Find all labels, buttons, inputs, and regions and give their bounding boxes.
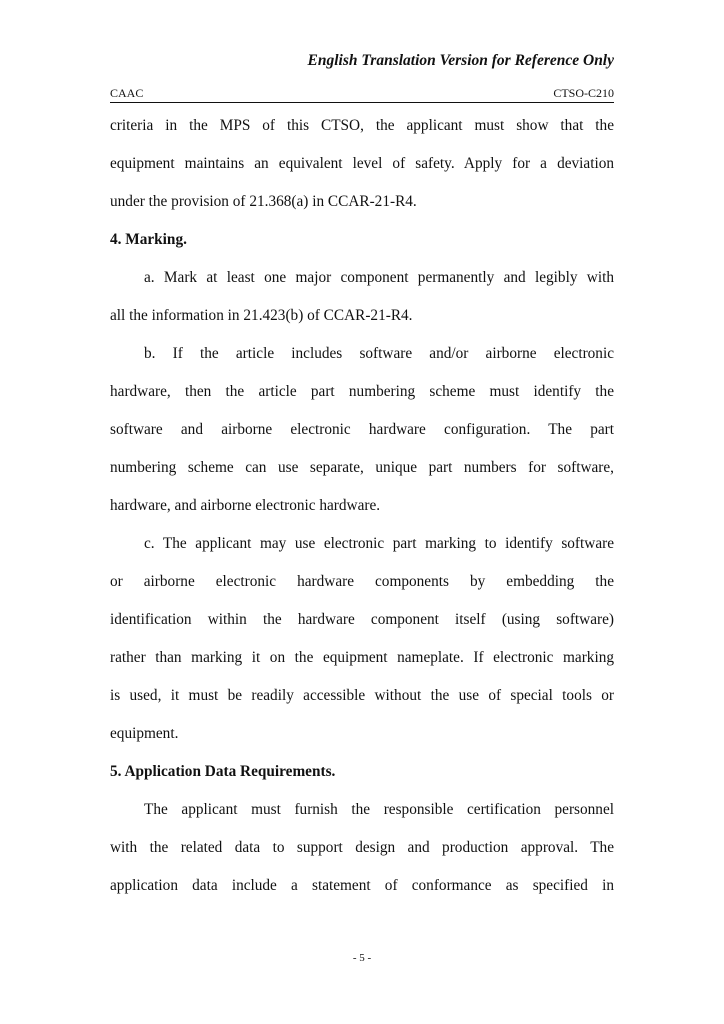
header-rule xyxy=(110,102,614,103)
text-line: rather than marking it on the equipment nameplate. If electronic marking xyxy=(110,649,614,666)
header-left: CAAC xyxy=(110,86,144,100)
text-line: under the provision of 21.368(a) in CCAR-21-R4. xyxy=(110,193,417,210)
text-line: all the information in 21.423(b) of CCAR-21-R4. xyxy=(110,307,413,324)
text-line: numbering scheme can use separate, unique part numbers for software, xyxy=(110,459,614,476)
text-line: or airborne electronic hardware components by embedding the xyxy=(110,573,614,590)
text-line: hardware, and airborne electronic hardware. xyxy=(110,497,381,514)
text-line: with the related data to support design and production approval. The xyxy=(110,839,614,856)
section-4-heading: 4. Marking. xyxy=(110,231,187,248)
translation-note: English Translation Version for Reference Only xyxy=(307,52,614,69)
page-number: - 5 - xyxy=(352,952,372,964)
section-5-heading: 5. Application Data Requirements. xyxy=(110,763,336,780)
text-line: equipment maintains an equivalent level of safety. Apply for a deviation xyxy=(110,155,614,172)
text-line: identification within the hardware component itself (using software) xyxy=(110,611,614,628)
running-header xyxy=(110,86,614,101)
text-line: a. Mark at least one major component permanently and legibly with xyxy=(144,269,614,286)
text-line: equipment. xyxy=(110,725,179,742)
text-line: criteria in the MPS of this CTSO, the applicant must show that the xyxy=(110,117,614,134)
text-line: b. If the article includes software and/or airborne electronic xyxy=(144,345,614,362)
text-line: application data include a statement of conformance as specified in xyxy=(110,877,614,894)
text-line: is used, it must be readily accessible without the use of special tools or xyxy=(110,687,614,704)
text-line: hardware, then the article part numbering scheme must identify the xyxy=(110,383,614,400)
header-right: CTSO-C210 xyxy=(553,86,614,100)
text-line: c. The applicant may use electronic part marking to identify software xyxy=(144,535,614,552)
body-text xyxy=(110,107,614,905)
text-line: The applicant must furnish the responsible certification personnel xyxy=(144,801,614,818)
text-line: software and airborne electronic hardware configuration. The part xyxy=(110,421,614,438)
